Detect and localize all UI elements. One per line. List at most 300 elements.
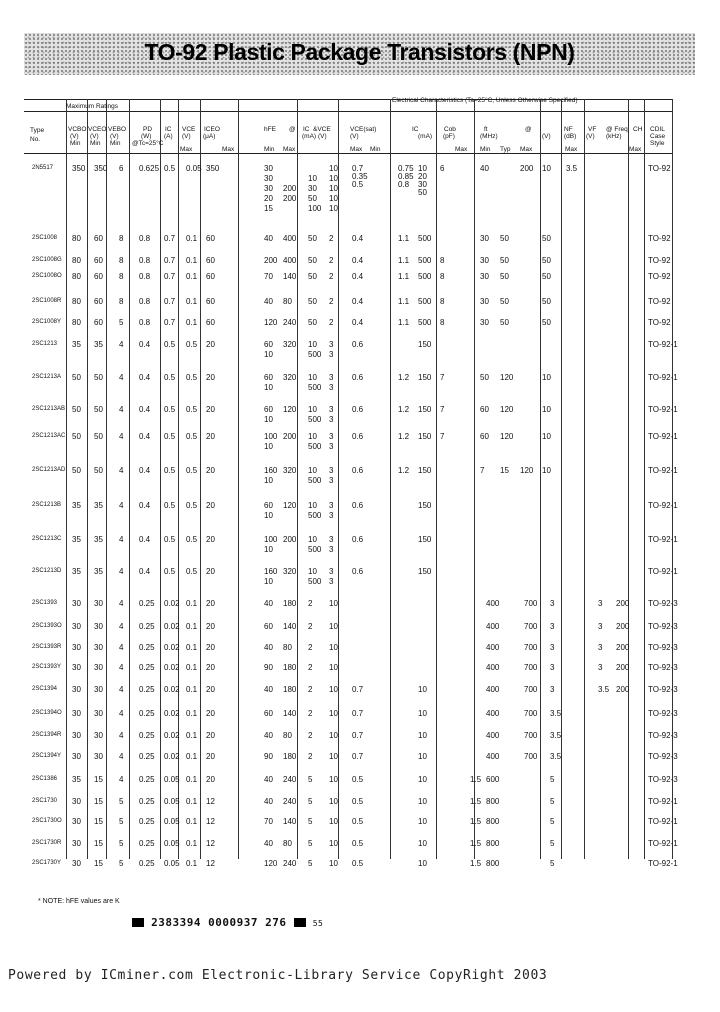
ib-val-cell: 10 bbox=[418, 752, 427, 761]
pd-cell: 0.4 bbox=[139, 567, 151, 576]
divider-iceo-col bbox=[238, 99, 239, 859]
ft-cell: 5 bbox=[550, 775, 555, 784]
ft-cell: 400 bbox=[486, 709, 500, 718]
hfe-cell: 10 bbox=[329, 752, 338, 761]
case-cell: TO-92-1 bbox=[648, 466, 678, 475]
freq2-unit: (kHz) bbox=[606, 133, 622, 140]
hfe-cell: 3 bbox=[329, 501, 334, 510]
hfe-cell: 30 bbox=[264, 184, 273, 193]
divider-type-col bbox=[66, 99, 67, 859]
vceo-cell: 50 bbox=[94, 466, 103, 475]
ib-val-cell: 30 bbox=[418, 180, 427, 189]
vebo-cell: 4 bbox=[119, 663, 124, 672]
hfe-max: Max bbox=[283, 146, 296, 153]
ft-cell: 700 bbox=[524, 731, 538, 740]
vcbo-cell: 35 bbox=[72, 501, 81, 510]
case-cell: TO-92 bbox=[648, 297, 671, 306]
ib-val-cell: 150 bbox=[418, 340, 432, 349]
hfe-cell: 5 bbox=[308, 839, 313, 848]
hfe-cell: 2 bbox=[308, 599, 313, 608]
type-cell: 2SC1213AB bbox=[32, 406, 66, 412]
type-cell: 2SC1008G bbox=[32, 257, 62, 263]
type-label: Type bbox=[30, 127, 45, 134]
hfe-cell: 160 bbox=[264, 466, 278, 475]
ic-cell: 0.7 bbox=[164, 234, 176, 243]
vce-cell: 0.5 bbox=[186, 466, 198, 475]
hfe-cell: 10 bbox=[308, 432, 317, 441]
ft-typ: Typ bbox=[500, 146, 511, 153]
hfe-cell: 400 bbox=[283, 256, 297, 265]
vce-cell: 0.1 bbox=[186, 272, 198, 281]
barcode-block-icon bbox=[294, 918, 306, 927]
vceo-cell: 30 bbox=[94, 709, 103, 718]
freq-cell: 200 bbox=[616, 663, 630, 672]
case-cell: TO-92-3 bbox=[648, 622, 678, 631]
type-cell: 2SC1394R bbox=[32, 732, 62, 738]
ft-cond-unit: (V) bbox=[542, 133, 551, 140]
ic2-label: IC bbox=[303, 126, 310, 133]
vebo-cell: 8 bbox=[119, 234, 124, 243]
ft-cell: 400 bbox=[486, 643, 500, 652]
no-label: No. bbox=[30, 136, 41, 143]
case-cell: TO-92-3 bbox=[648, 775, 678, 784]
ft-cell: 60 bbox=[480, 432, 489, 441]
ft-cell: 1.5 bbox=[470, 817, 482, 826]
sat-cell: 0.6 bbox=[352, 373, 364, 382]
ib-label: IC bbox=[412, 126, 419, 133]
vceo-cell: 30 bbox=[94, 643, 103, 652]
hfe-cell: 500 bbox=[308, 545, 322, 554]
vebo-cell: 4 bbox=[119, 731, 124, 740]
divider-vf-col bbox=[584, 99, 585, 859]
sat-unit: (V) bbox=[350, 133, 359, 140]
elec-char-heading: Electrical Characteristics (Ta=25°C, Unless Otherwise Specified) bbox=[392, 97, 578, 104]
vceo-cell: 35 bbox=[94, 535, 103, 544]
vceo-cell: 15 bbox=[94, 797, 103, 806]
pd-cell: 0.25 bbox=[139, 839, 155, 848]
vf-cell: 3 bbox=[598, 622, 603, 631]
cob-cell: 8 bbox=[440, 318, 445, 327]
vceo-cell: 50 bbox=[94, 432, 103, 441]
case-cell: TO-92-3 bbox=[648, 685, 678, 694]
pd-cell: 0.25 bbox=[139, 622, 155, 631]
hfe-cell: 120 bbox=[264, 859, 278, 868]
vce-cell: 0.1 bbox=[186, 297, 198, 306]
record-code-1: 2383394 bbox=[151, 916, 201, 929]
record-code-2: 0000937 bbox=[208, 916, 258, 929]
vebo-cell: 4 bbox=[119, 466, 124, 475]
vf-unit: (V) bbox=[586, 133, 595, 140]
case-cell: TO-92 bbox=[648, 234, 671, 243]
hfe-cell: 3 bbox=[329, 373, 334, 382]
ft-cell: 700 bbox=[524, 685, 538, 694]
type-cell: 2SC1393O bbox=[32, 623, 62, 629]
hfe-cell: 50 bbox=[308, 256, 317, 265]
type-cell: 2SC1730R bbox=[32, 840, 62, 846]
hfe-cell: 3 bbox=[329, 511, 334, 520]
vceo-cell: 60 bbox=[94, 272, 103, 281]
hfe-cell: 320 bbox=[283, 567, 297, 576]
pd-cell: 0.4 bbox=[139, 466, 151, 475]
ft-cell: 5 bbox=[550, 817, 555, 826]
hfe-cell: 10 bbox=[329, 839, 338, 848]
case-label: Case bbox=[650, 133, 666, 140]
iceo-cell: 12 bbox=[206, 839, 215, 848]
record-code-3: 276 bbox=[265, 916, 287, 929]
ft-cell: 50 bbox=[542, 318, 551, 327]
ic-cell: 0.02 bbox=[164, 685, 180, 694]
ft-cell: 1.5 bbox=[470, 839, 482, 848]
nf-max: Max bbox=[565, 146, 578, 153]
ft-cell: 700 bbox=[524, 752, 538, 761]
ft-cell: 700 bbox=[524, 663, 538, 672]
vcbo-cell: 80 bbox=[72, 272, 81, 281]
vebo-cell: 4 bbox=[119, 775, 124, 784]
footer-credit: Powered by ICminer.com Electronic-Library Service CopyRight 2003 bbox=[8, 968, 548, 983]
ic-cell: 0.05 bbox=[164, 859, 180, 868]
ic-cell: 0.02 bbox=[164, 752, 180, 761]
vce-max: Max bbox=[180, 146, 193, 153]
ft-at: @ bbox=[525, 126, 532, 133]
ib-val-cell: 150 bbox=[418, 373, 432, 382]
vebo-cell: 8 bbox=[119, 256, 124, 265]
hfe-cell: 2 bbox=[329, 256, 334, 265]
ft-min: Min bbox=[480, 146, 491, 153]
ft-cell: 50 bbox=[542, 234, 551, 243]
vebo-cell: 4 bbox=[119, 567, 124, 576]
vceo-min: Min bbox=[90, 140, 101, 147]
vcbo-cell: 35 bbox=[72, 340, 81, 349]
ft-cell: 800 bbox=[486, 797, 500, 806]
ib-val-cell: 150 bbox=[418, 535, 432, 544]
ft-cell: 700 bbox=[524, 599, 538, 608]
iceo-cell: 20 bbox=[206, 663, 215, 672]
hfe-cell: 40 bbox=[264, 234, 273, 243]
sat-cell: 0.6 bbox=[352, 466, 364, 475]
sat-max: Max bbox=[350, 146, 363, 153]
hfe-cell: 20 bbox=[264, 194, 273, 203]
vebo-cell: 5 bbox=[119, 839, 124, 848]
ic-cell: 0.02 bbox=[164, 599, 180, 608]
vcbo-cell: 50 bbox=[72, 432, 81, 441]
ib-val-cell: 500 bbox=[418, 256, 432, 265]
pd-unit: (W) bbox=[141, 133, 152, 140]
vce-cell: 0.1 bbox=[186, 775, 198, 784]
vebo-cell: 8 bbox=[119, 297, 124, 306]
ib-val-cell: 500 bbox=[418, 272, 432, 281]
vceo-cell: 30 bbox=[94, 752, 103, 761]
ib-val-cell: 10 bbox=[418, 817, 427, 826]
hfe-cell: 3 bbox=[329, 405, 334, 414]
hfe-cell: 40 bbox=[264, 775, 273, 784]
case-cell: TO-92 bbox=[648, 318, 671, 327]
divider-hfe-cond-col bbox=[338, 99, 339, 859]
hfe-cell: 10 bbox=[329, 622, 338, 631]
ch-max: Max bbox=[629, 146, 642, 153]
divider-vceo-col bbox=[106, 99, 107, 859]
ft-cell: 1.5 bbox=[470, 859, 482, 868]
iceo-cell: 12 bbox=[206, 797, 215, 806]
ft-cell: 50 bbox=[500, 256, 509, 265]
divider-ib-col bbox=[436, 99, 437, 859]
vebo-cell: 4 bbox=[119, 709, 124, 718]
vcbo-cell: 30 bbox=[72, 859, 81, 868]
cdil-label: CDIL bbox=[650, 126, 665, 133]
case-cell: TO-92-1 bbox=[648, 797, 678, 806]
ft-cell: 3.5 bbox=[550, 731, 562, 740]
vceo-unit: (V) bbox=[90, 133, 99, 140]
case-cell: TO-92-1 bbox=[648, 340, 678, 349]
ic-cell: 0.02 bbox=[164, 663, 180, 672]
ic-cell: 0.05 bbox=[164, 817, 180, 826]
ft-cell: 50 bbox=[500, 318, 509, 327]
iceo-cell: 20 bbox=[206, 340, 215, 349]
pd-label: PD bbox=[143, 126, 153, 133]
ft-cell: 3.5 bbox=[550, 752, 562, 761]
pd-cell: 0.4 bbox=[139, 432, 151, 441]
case-cell: TO-92-3 bbox=[648, 663, 678, 672]
type-cell: 2SC1008 bbox=[32, 235, 58, 241]
pd-cell: 0.25 bbox=[139, 731, 155, 740]
vebo-cell: 8 bbox=[119, 272, 124, 281]
vebo-cell: 4 bbox=[119, 373, 124, 382]
vebo-cell: 4 bbox=[119, 535, 124, 544]
case-cell: TO-92-3 bbox=[648, 643, 678, 652]
type-cell: 2SC1730O bbox=[32, 818, 62, 824]
ft-cell: 50 bbox=[500, 272, 509, 281]
iceo-cell: 60 bbox=[206, 318, 215, 327]
iceo-unit: (μA) bbox=[203, 133, 216, 140]
pd-cond: @Tc=25°C bbox=[132, 140, 164, 147]
iceo-cell: 350 bbox=[206, 164, 220, 173]
pd-cell: 0.8 bbox=[139, 297, 151, 306]
hfe-cell: 10 bbox=[329, 859, 338, 868]
hfe-cell: 3 bbox=[329, 466, 334, 475]
hfe-cell: 40 bbox=[264, 797, 273, 806]
style-label: Style bbox=[650, 140, 665, 147]
type-cell: 2SC1393R bbox=[32, 644, 62, 650]
ic2-unit: (mA) bbox=[302, 133, 317, 140]
hfe-cell: 10 bbox=[329, 817, 338, 826]
iceo-cell: 20 bbox=[206, 466, 215, 475]
cob-cell: 7 bbox=[440, 432, 445, 441]
ft-cell: 400 bbox=[486, 685, 500, 694]
iceo-cell: 20 bbox=[206, 599, 215, 608]
vceo-cell: 30 bbox=[94, 731, 103, 740]
pd-cell: 0.625 bbox=[139, 164, 160, 173]
hfe-cell: 5 bbox=[308, 775, 313, 784]
type-cell: 2SC1213B bbox=[32, 502, 62, 508]
hfe-cell: 60 bbox=[264, 405, 273, 414]
ft-cell: 800 bbox=[486, 839, 500, 848]
vebo-cell: 4 bbox=[119, 643, 124, 652]
hfe-cell: 40 bbox=[264, 731, 273, 740]
ic-cell: 0.5 bbox=[164, 373, 176, 382]
ft-cell: 700 bbox=[524, 709, 538, 718]
case-cell: TO-92-1 bbox=[648, 501, 678, 510]
iceo-cell: 20 bbox=[206, 405, 215, 414]
vebo-unit: (V) bbox=[110, 133, 119, 140]
vce-cell: 0.1 bbox=[186, 256, 198, 265]
ib-val-cell: 150 bbox=[418, 501, 432, 510]
hfe-cell: 10 bbox=[329, 164, 338, 173]
hfe-cell: 90 bbox=[264, 663, 273, 672]
sat-cell: 0.5 bbox=[352, 775, 364, 784]
hfe-cell: 15 bbox=[264, 204, 273, 213]
type-cell: 2SC1393Y bbox=[32, 664, 62, 670]
hfe-cell: 40 bbox=[264, 297, 273, 306]
hfe-cell: 10 bbox=[264, 350, 273, 359]
vce-cell: 0.1 bbox=[186, 234, 198, 243]
cob-cell: 8 bbox=[440, 272, 445, 281]
pd-cell: 0.25 bbox=[139, 752, 155, 761]
ft-cell: 1.5 bbox=[470, 775, 482, 784]
vce-cell: 0.1 bbox=[186, 797, 198, 806]
ft-cell: 400 bbox=[486, 622, 500, 631]
hfe-cell: 3 bbox=[329, 350, 334, 359]
vce-cell: 0.1 bbox=[186, 859, 198, 868]
divider-nf-col bbox=[561, 99, 562, 859]
sat-cell: 0.4 bbox=[352, 256, 364, 265]
sat-cell: 0.35 bbox=[352, 172, 368, 181]
vce-unit: (V) bbox=[182, 133, 191, 140]
ic-cell: 0.02 bbox=[164, 709, 180, 718]
hfe-cell: 40 bbox=[264, 839, 273, 848]
case-cell: TO-92-3 bbox=[648, 709, 678, 718]
ft-cell: 200 bbox=[520, 164, 534, 173]
hfe-cell: 180 bbox=[283, 752, 297, 761]
hfe-cell: 400 bbox=[283, 234, 297, 243]
hfe-cell: 500 bbox=[308, 442, 322, 451]
hfe-cell: 5 bbox=[308, 797, 313, 806]
ib-cell: 1.2 bbox=[398, 405, 410, 414]
divider-ch-col bbox=[644, 99, 645, 859]
case-cell: TO-92-1 bbox=[648, 432, 678, 441]
type-cell: 2SC1386 bbox=[32, 776, 58, 782]
hfe-cell: 10 bbox=[329, 184, 338, 193]
hfe-cell: 500 bbox=[308, 350, 322, 359]
ft-cell: 120 bbox=[500, 373, 514, 382]
vce-cell: 0.1 bbox=[186, 599, 198, 608]
vebo-cell: 6 bbox=[119, 164, 124, 173]
page-number: 55 bbox=[312, 919, 324, 928]
vceo-cell: 60 bbox=[94, 318, 103, 327]
ib-val-cell: 150 bbox=[418, 567, 432, 576]
case-cell: TO-92 bbox=[648, 272, 671, 281]
vce-cell: 0.5 bbox=[186, 405, 198, 414]
vcbo-cell: 30 bbox=[72, 599, 81, 608]
iceo-cell: 20 bbox=[206, 567, 215, 576]
hfe-cell: 3 bbox=[329, 415, 334, 424]
sat-min: Min bbox=[370, 146, 381, 153]
max-ratings-heading: Maximum Ratings bbox=[66, 103, 119, 110]
vceo-cell: 50 bbox=[94, 405, 103, 414]
iceo-cell: 20 bbox=[206, 622, 215, 631]
hfe-cell: 240 bbox=[283, 775, 297, 784]
ic-cell: 0.05 bbox=[164, 775, 180, 784]
vcbo-cell: 30 bbox=[72, 731, 81, 740]
hfe-cell: 3 bbox=[329, 340, 334, 349]
ib-val-cell: 10 bbox=[418, 685, 427, 694]
pd-cell: 0.4 bbox=[139, 535, 151, 544]
hfe-cell: 10 bbox=[308, 501, 317, 510]
title-banner bbox=[24, 33, 695, 75]
hfe-cell: 10 bbox=[329, 643, 338, 652]
vceo-cell: 30 bbox=[94, 599, 103, 608]
ft-cell: 1.5 bbox=[470, 797, 482, 806]
pd-cell: 0.4 bbox=[139, 373, 151, 382]
case-cell: TO-92-3 bbox=[648, 752, 678, 761]
hfe-cell: 500 bbox=[308, 577, 322, 586]
hfe-cell: 40 bbox=[264, 599, 273, 608]
hfe-cell: 320 bbox=[283, 340, 297, 349]
hfe-cell: 2 bbox=[308, 685, 313, 694]
ic-cell: 0.7 bbox=[164, 318, 176, 327]
hfe-cell: 10 bbox=[308, 466, 317, 475]
hfe-cell: 2 bbox=[308, 622, 313, 631]
pd-cell: 0.4 bbox=[139, 340, 151, 349]
hfe-cell: 140 bbox=[283, 709, 297, 718]
hfe-cell: 120 bbox=[283, 501, 297, 510]
hfe-cell: 200 bbox=[283, 184, 297, 193]
case-cell: TO-92-1 bbox=[648, 839, 678, 848]
freq-cell: 200 bbox=[616, 643, 630, 652]
vcbo-cell: 30 bbox=[72, 685, 81, 694]
sat-cell: 0.5 bbox=[352, 839, 364, 848]
iceo-cell: 20 bbox=[206, 432, 215, 441]
ic-cell: 0.02 bbox=[164, 731, 180, 740]
vcbo-cell: 30 bbox=[72, 817, 81, 826]
vceo-cell: 50 bbox=[94, 373, 103, 382]
sat-cell: 0.4 bbox=[352, 234, 364, 243]
cob-cell: 6 bbox=[440, 164, 445, 173]
ft-cell: 600 bbox=[486, 775, 500, 784]
type-cell: 2SC1394Y bbox=[32, 753, 62, 759]
ft-cell: 50 bbox=[542, 256, 551, 265]
vcbo-cell: 30 bbox=[72, 663, 81, 672]
hfe-cell: 3 bbox=[329, 476, 334, 485]
ft-cell: 50 bbox=[500, 234, 509, 243]
vce-cell: 0.5 bbox=[186, 501, 198, 510]
case-cell: TO-92-1 bbox=[648, 373, 678, 382]
type-cell: 2SC1008O bbox=[32, 273, 62, 279]
ic-cell: 0.5 bbox=[164, 164, 176, 173]
vceo-cell: 15 bbox=[94, 775, 103, 784]
hfe-cell: 10 bbox=[264, 577, 273, 586]
vceo-cell: 15 bbox=[94, 839, 103, 848]
barcode-block-icon bbox=[132, 918, 144, 927]
hfe-cell: 3 bbox=[329, 577, 334, 586]
type-cell: 2SC1213C bbox=[32, 536, 62, 542]
ft-cell: 120 bbox=[500, 432, 514, 441]
vcbo-cell: 30 bbox=[72, 622, 81, 631]
ft-cell: 10 bbox=[542, 466, 551, 475]
vf-cell: 3.5 bbox=[598, 685, 610, 694]
hfe-cell: 50 bbox=[308, 272, 317, 281]
hfe-cell: 200 bbox=[264, 256, 278, 265]
sat-cell: 0.7 bbox=[352, 164, 364, 173]
pd-cell: 0.25 bbox=[139, 685, 155, 694]
ft-cell: 7 bbox=[480, 466, 485, 475]
hfe-min: Min bbox=[264, 146, 275, 153]
pd-cell: 0.25 bbox=[139, 797, 155, 806]
ic-cell: 0.5 bbox=[164, 501, 176, 510]
freq-cell: 200 bbox=[616, 685, 630, 694]
type-cell: 2SC1213AC bbox=[32, 433, 66, 439]
hfe-cell: 60 bbox=[264, 622, 273, 631]
hfe-cell: 2 bbox=[308, 709, 313, 718]
sat-cell: 0.7 bbox=[352, 752, 364, 761]
